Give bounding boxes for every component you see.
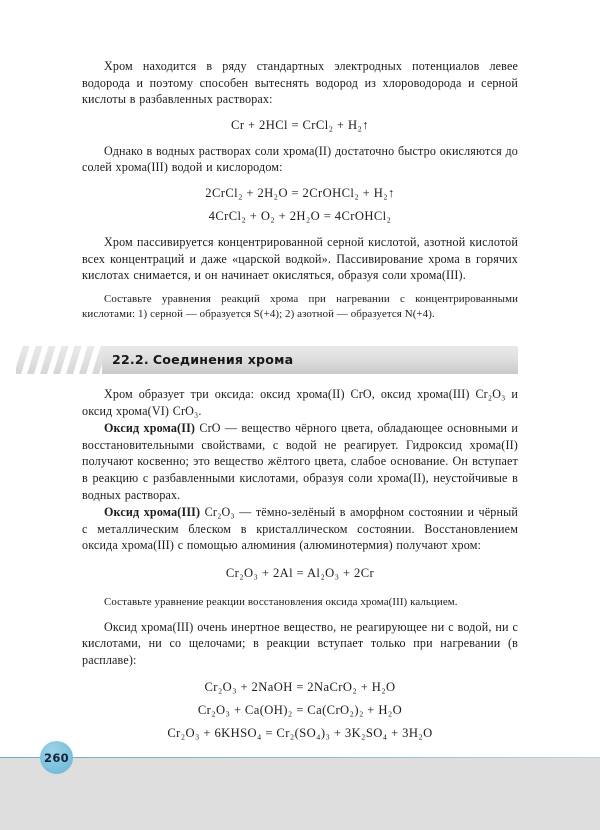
paragraph-chrome-potentials: Хром находится в ряду стандартных электродных потенциалов левее водорода и поэтому способен вытеснять водород из хлороводорода и серной кислоты в разбавленных растворах: [82, 59, 518, 107]
paragraph-chromium-ii-oxide [82, 420, 518, 503]
equation-crcl2-oxygen-water: 4CrCl₂ + O₂ + 2H₂O = 4CrOHCl₂ [208, 208, 392, 223]
page-bottom-margin [0, 758, 600, 830]
footer-divider [0, 757, 600, 758]
spacer [82, 284, 518, 292]
spacer [82, 201, 518, 209]
section-heading [16, 346, 518, 374]
page-content [82, 58, 518, 323]
spacer [82, 668, 518, 680]
spacer [82, 554, 518, 566]
page-number-badge: 260 [40, 741, 73, 774]
spacer [82, 581, 518, 595]
spacer [82, 611, 518, 619]
equation-cr2o3-caoh2: Cr₂O₃ + Ca(OH)₂ = Ca(CrO₂)₂ + H₂O [197, 703, 403, 718]
term-chromium-iii-oxide: Оксид хрома(III) [104, 505, 201, 520]
paragraph-passivation: Хром пассивируется концентрированной серной кислотой, азотной кислотой всех концентраций и даже «царской водкой». Пассивирование хрома в горячих кислотах снимается, и он начинает окисляться, образуя соли хрома(III). [82, 234, 518, 283]
spacer [82, 695, 518, 703]
section-title: Соединения хрома [152, 352, 294, 367]
spacer [82, 224, 518, 234]
task-note-calcium: Составьте уравнение реакции восстановления оксида хрома(III) кальцием. [104, 595, 458, 608]
spacer [82, 108, 518, 118]
spacer [82, 718, 518, 726]
paragraph-chromium-iii-oxide-text: Cr₂O₃ — тёмно-зелёный в аморфном состоянии и чёрный с металлическим блеском в кристаллическом состоянии. Восстановлением оксида хрома(III) с помощью алюминия (алюминотермия) получают хром: [82, 505, 518, 553]
equation-cr-hcl: Cr + 2HCl = CrCl₂ + H₂↑ [231, 117, 369, 132]
spacer [82, 176, 518, 186]
page-content-lower [82, 386, 518, 741]
paragraph-chromium-iii-oxide [82, 504, 518, 554]
spacer [82, 133, 518, 143]
section-heading-text [112, 346, 293, 374]
paragraph-inert-oxide: Оксид хрома(III) очень инертное вещество, не реагирующее ни с водой, ни с кислотами, ни со щелочами; в реакции вступает только при нагревании (в расплаве): [82, 619, 518, 667]
term-chromium-ii-oxide: Оксид хрома(II) [104, 421, 196, 436]
equation-cr2o3-khso4: Cr₂O₃ + 6KHSO₄ = Cr₂(SO₄)₃ + 3K₂SO₄ + 3H₂O [167, 726, 433, 741]
equation-cr2o3-naoh: Cr₂O₃ + 2NaOH = 2NaCrO₂ + H₂O [204, 680, 396, 695]
paragraph-cr2-oxidation: Однако в водных растворах соли хрома(II) достаточно быстро окисляются до солей хрома(III) водой и кислородом: [82, 143, 518, 175]
task-note-acids: Составьте уравнения реакций хрома при нагревании с концентрированными кислотами: 1) серной — образуется S(+4); 2) азотной — образуется N(+4). [82, 292, 518, 321]
stripes-decoration [16, 346, 108, 374]
paragraph-three-oxides: Хром образует три оксида: оксид хрома(II) CrO, оксид хрома(III) Cr₂O₃ и оксид хрома(VI) CrO₃. [82, 387, 518, 418]
equation-crcl2-water: 2CrCl₂ + 2H₂O = 2CrOHCl₂ + H₂↑ [205, 185, 395, 200]
paragraph-chromium-ii-oxide-text: CrO — вещество чёрного цвета, обладающее основными и восстановительными свойствами, с водой не реагирует. Гидроксид хрома(II) получают косвенно; это вещество жёлтого цвета, слабое основание. Он вступает в реакцию с разбавленными кислотами, образуя соли хрома(II), неустойчивые в водных растворах. [82, 421, 519, 502]
equation-aluminothermy: Cr₂O₃ + 2Al = Al₂O₃ + 2Cr [225, 565, 375, 580]
section-number: 22.2. [112, 352, 149, 367]
